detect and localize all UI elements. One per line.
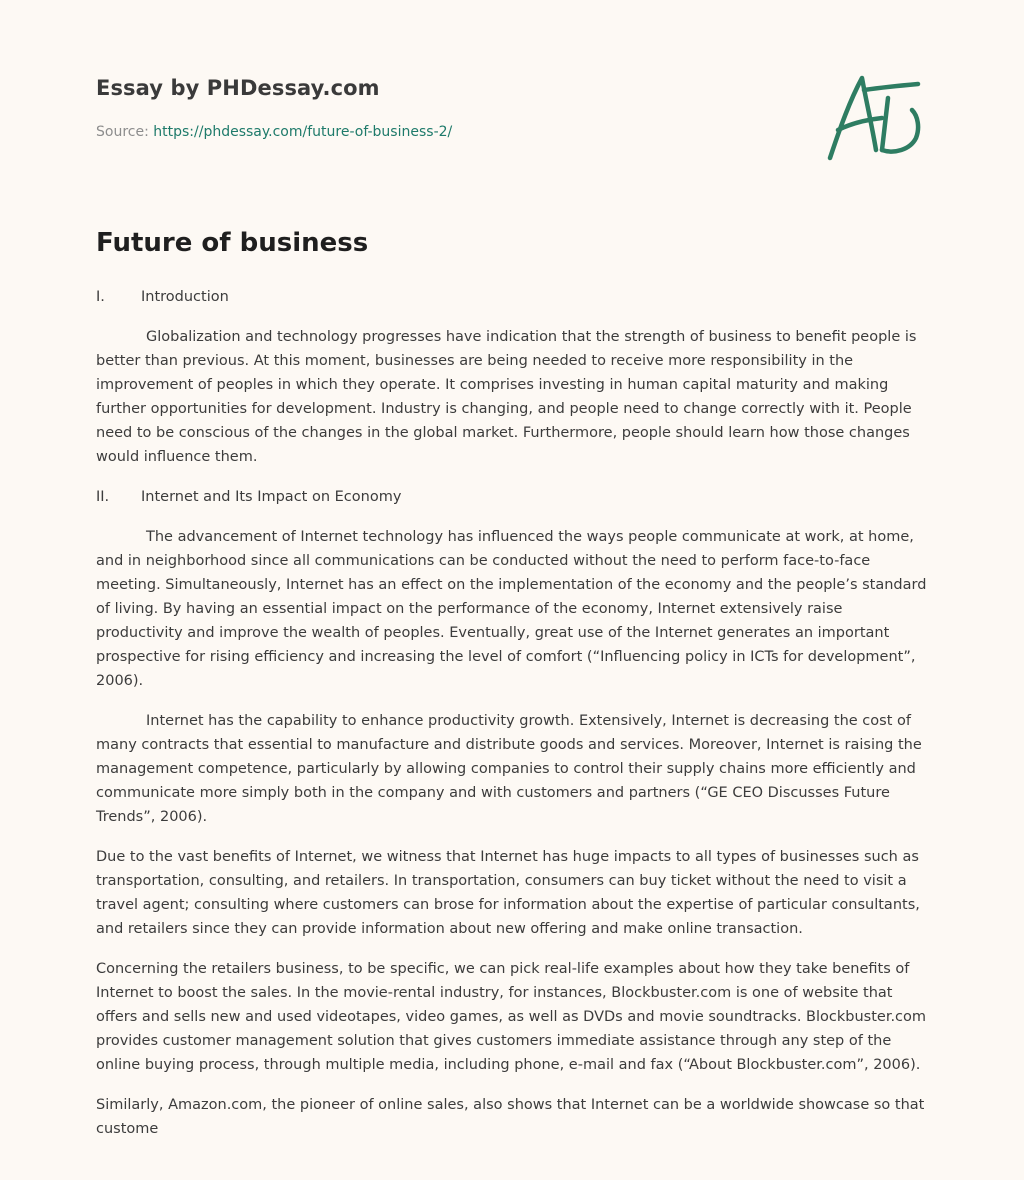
section-number: I.	[96, 289, 105, 305]
section-heading-internet	[96, 485, 930, 509]
document-title: Future of business	[96, 228, 369, 258]
a-plus-logo-icon	[818, 68, 928, 168]
paragraph-6: Similarly, Amazon.com, the pioneer of online sales, also shows that Internet can be a worldwide showcase so that custome	[96, 1097, 925, 1137]
paragraph-4: Due to the vast benefits of Internet, we witness that Internet has huge impacts to all types of businesses such as transportation, consulting, and retailers. In transportation, consumers can buy ticket without the need to visit a travel agent; consulting where customers can brose for information about the expertise of particular consultants, and retailers since they can provide information about new offering and make online transaction.	[96, 849, 920, 937]
section-number: II.	[96, 489, 110, 505]
a-plus-logo	[818, 68, 928, 168]
paragraph-3: Internet has the capability to enhance productivity growth. Extensively, Internet is decreasing the cost of many contracts that essential to manufacture and distribute goods and services. Moreover, Internet is raising the management competence, particularly by allowing companies to control their supply chains more efficiently and communicate more simply both in the company and with customers and partners (“GE CEO Discusses Future Trends”, 2006).	[96, 713, 922, 825]
section-title: Introduction	[141, 289, 229, 305]
source-link[interactable]: https://phdessay.com/future-of-business-2/	[153, 124, 453, 140]
section-heading-introduction	[96, 285, 930, 309]
essay-content	[96, 285, 930, 1157]
header-title: Essay by PHDessay.com	[96, 76, 380, 100]
source-line	[96, 124, 452, 140]
section-title: Internet and Its Impact on Economy	[141, 489, 402, 505]
paragraph-2: The advancement of Internet technology has influenced the ways people communicate at work, at home, and in neighborhood since all communications can be conducted without the need to perform face-to-face meeting. Simultaneously, Internet has an effect on the implementation of the economy and the people’s standard of living. By having an essential impact on the performance of the economy, Internet extensively raise productivity and improve the wealth of peoples. Eventually, great use of the Internet generates an important prospective for rising efficiency and increasing the level of comfort (“Influencing policy in ICTs for development”, 2006).	[96, 529, 927, 689]
paragraph-1: Globalization and technology progresses have indication that the strength of business to benefit people is better than previous. At this moment, businesses are being needed to receive more responsibility in the improvement of peoples in which they operate. It comprises investing in human capital maturity and making further opportunities for development. Industry is changing, and people need to change correctly with it. People need to be conscious of the changes in the global market. Furthermore, people should learn how those changes would influence them.	[96, 329, 917, 465]
paragraph-5: Concerning the retailers business, to be specific, we can pick real-life examples about how they take benefits of Internet to boost the sales. In the movie-rental industry, for instances, Blockbuster.com is one of website that offers and sells new and used videotapes, video games, as well as DVDs and movie soundtracks. Blockbuster.com provides customer management solution that gives customers immediate assistance through any step of the online buying process, through multiple media, including phone, e-mail and fax (“About Blockbuster.com”, 2006).	[96, 961, 927, 1073]
source-label: Source:	[96, 124, 154, 140]
